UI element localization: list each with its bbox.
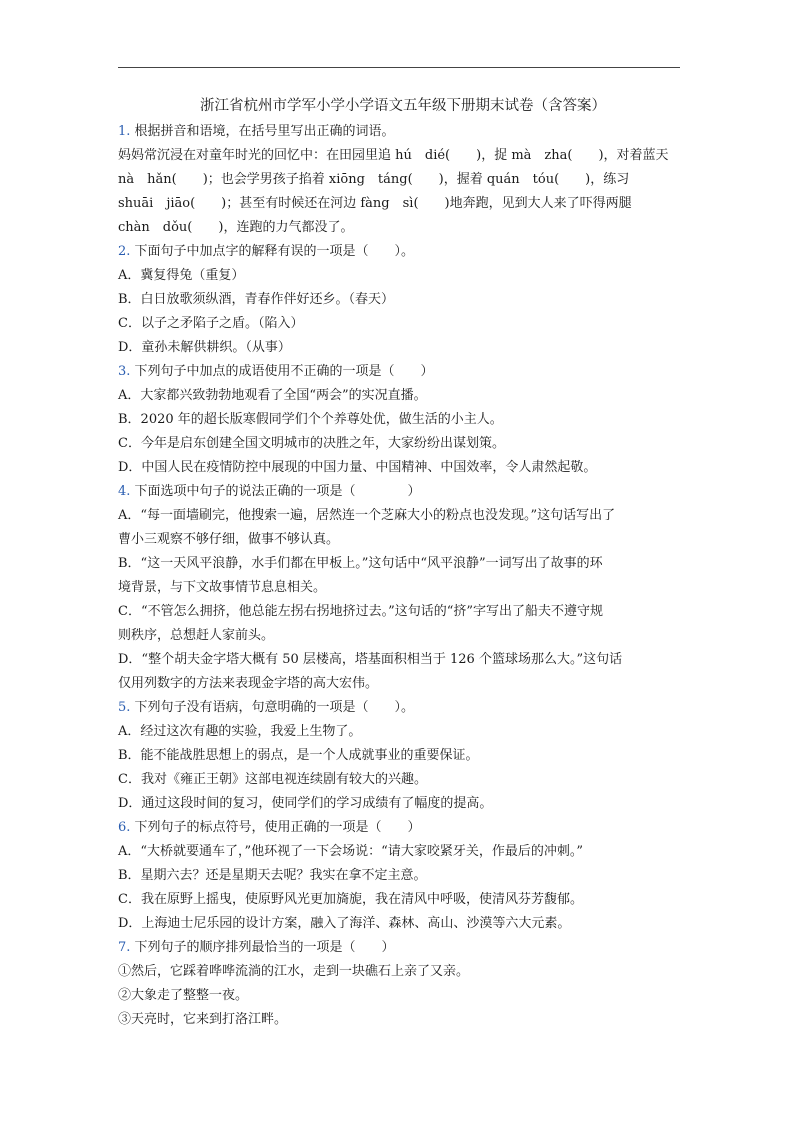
question-line xyxy=(118,888,688,912)
question-line xyxy=(118,840,688,864)
question-line xyxy=(118,168,688,192)
question-text: ①然后，它踩着哗哗流淌的江水，走到一块礁石上亲了又亲。 xyxy=(118,964,470,979)
question-line xyxy=(118,528,688,552)
question-text: 仅用列数字的方法来表现金字塔的高大宏伟。 xyxy=(118,676,379,691)
question-text: C．今年是启东创建全国文明城市的决胜之年，大家纷纷出谋划策。 xyxy=(118,436,505,451)
question-line xyxy=(118,552,688,576)
question-line xyxy=(118,624,688,648)
question-number: 7. xyxy=(118,940,131,955)
question-text: B．白日放歌须纵酒，青春作伴好还乡。（春天） xyxy=(118,292,395,307)
question-text: 下面句子中加点字的解释有误的一项是（ ）。 xyxy=(134,244,415,259)
question-text: A．大家都兴致勃勃地观看了全国“两会”的实况直播。 xyxy=(118,388,427,403)
question-line xyxy=(118,984,688,1008)
question-text: chàn dǒu( )，连跑的力气都没了。 xyxy=(118,220,354,235)
question-line xyxy=(118,768,688,792)
question-stem xyxy=(118,936,688,960)
question-line xyxy=(118,912,688,936)
question-text: ②大象走了整整一夜。 xyxy=(118,988,249,1003)
question-line xyxy=(118,192,688,216)
question-text: C．以子之矛陷子之盾。（陷入） xyxy=(118,316,304,331)
question-text: 下列句子中加点的成语使用不正确的一项是（ ） xyxy=(134,364,434,379)
question-number: 6. xyxy=(118,820,131,835)
question-text: D．童孙未解供耕织。（从事） xyxy=(118,340,291,355)
question-line xyxy=(118,1008,688,1032)
question-line xyxy=(118,504,688,528)
question-list xyxy=(118,120,688,1032)
question-line xyxy=(118,600,688,624)
question-stem xyxy=(118,120,688,144)
question-text: A．“大桥就要通车了，”他环视了一下会场说：“请大家咬紧牙关，作最后的冲刺。” xyxy=(118,844,583,859)
question-text: A．冀复得兔（重复） xyxy=(118,268,245,283)
header-rule xyxy=(118,67,680,68)
question-line xyxy=(118,216,688,240)
question-line xyxy=(118,960,688,984)
question-text: D．“整个胡夫金字塔大概有 50 层楼高，塔基面积相当于 126 个篮球场那么大。”这句话 xyxy=(118,652,623,667)
question-text: shuāi jiāo( )；甚至有时候还在河边 fàng sì( )地奔跑，见到大人来了吓得两腿 xyxy=(118,196,632,211)
question-line xyxy=(118,264,688,288)
question-text: nà hǎn( )；也会学男孩子掐着 xiōng táng( )，握着 quán tóu( )，练习 xyxy=(118,172,630,187)
question-text: C．“不管怎么拥挤，他总能左拐右拐地挤过去。”这句话的“挤”字写出了船夫不遵守规 xyxy=(118,604,604,619)
question-text: ③天亮时，它来到打洛江畔。 xyxy=(118,1012,288,1027)
question-stem xyxy=(118,240,688,264)
question-line xyxy=(118,288,688,312)
question-number: 4. xyxy=(118,484,131,499)
question-line xyxy=(118,744,688,768)
question-text: D．通过这段时间的复习，使同学们的学习成绩有了幅度的提高。 xyxy=(118,796,493,811)
question-text: 则秩序，总想赶人家前头。 xyxy=(118,628,275,643)
question-line xyxy=(118,408,688,432)
question-text: B．能不能战胜思想上的弱点，是一个人成就事业的重要保证。 xyxy=(118,748,479,763)
question-text: D．上海迪士尼乐园的设计方案，融入了海洋、森林、高山、沙漠等六大元素。 xyxy=(118,916,571,931)
question-stem xyxy=(118,480,688,504)
question-text: 根据拼音和语境，在括号里写出正确的词语。 xyxy=(134,124,395,139)
question-line xyxy=(118,432,688,456)
question-text: C．我对《雍正王朝》这部电视连续剧有较大的兴趣。 xyxy=(118,772,427,787)
question-text: B．2020 年的超长版寒假同学们个个养尊处优，做生活的小主人。 xyxy=(118,412,503,427)
exam-page xyxy=(118,94,688,1032)
question-text: A．经过这次有趣的实验，我爱上生物了。 xyxy=(118,724,362,739)
question-number: 5. xyxy=(118,700,131,715)
question-stem xyxy=(118,816,688,840)
question-line xyxy=(118,864,688,888)
question-stem xyxy=(118,696,688,720)
question-text: 下面选项中句子的说法正确的一项是（ ） xyxy=(134,484,421,499)
question-line xyxy=(118,144,688,168)
page-title: 浙江省杭州市学军小学小学语文五年级下册期末试卷（含答案） xyxy=(200,98,606,114)
question-number: 1. xyxy=(118,124,131,139)
question-line xyxy=(118,792,688,816)
question-text: 下列句子没有语病，句意明确的一项是（ ）。 xyxy=(134,700,415,715)
question-text: B．星期六去？还是星期天去呢？我实在拿不定主意。 xyxy=(118,868,427,883)
question-text: 曹小三观察不够仔细，做事不够认真。 xyxy=(118,532,340,547)
question-line xyxy=(118,648,688,672)
question-text: 妈妈常沉浸在对童年时光的回忆中：在田园里追 hú dié( )，捉 mà zha( )，对着蓝天 xyxy=(118,148,669,163)
question-line xyxy=(118,384,688,408)
question-line xyxy=(118,576,688,600)
question-text: B．“这一天风平浪静，水手们都在甲板上。”这句话中“风平浪静”一词写出了故事的环 xyxy=(118,556,603,571)
question-line xyxy=(118,312,688,336)
question-line xyxy=(118,336,688,360)
question-text: A．“每一面墙刷完，他搜索一遍，居然连一个芝麻大小的粉点也没发现。”这句话写出了 xyxy=(118,508,616,523)
question-line xyxy=(118,672,688,696)
question-line xyxy=(118,456,688,480)
question-text: 下列句子的顺序排列最恰当的一项是（ ） xyxy=(134,940,395,955)
question-text: C．我在原野上摇曳，使原野风光更加旖旎，我在清风中呼吸，使清风芬芳馥郁。 xyxy=(118,892,583,907)
question-number: 3. xyxy=(118,364,131,379)
question-text: 下列句子的标点符号，使用正确的一项是（ ） xyxy=(134,820,421,835)
question-text: D．中国人民在疫情防控中展现的中国力量、中国精神、中国效率，令人肃然起敬。 xyxy=(118,460,597,475)
question-stem xyxy=(118,360,688,384)
question-line xyxy=(118,720,688,744)
question-number: 2. xyxy=(118,244,131,259)
question-text: 境背景，与下文故事情节息息相关。 xyxy=(118,580,327,595)
